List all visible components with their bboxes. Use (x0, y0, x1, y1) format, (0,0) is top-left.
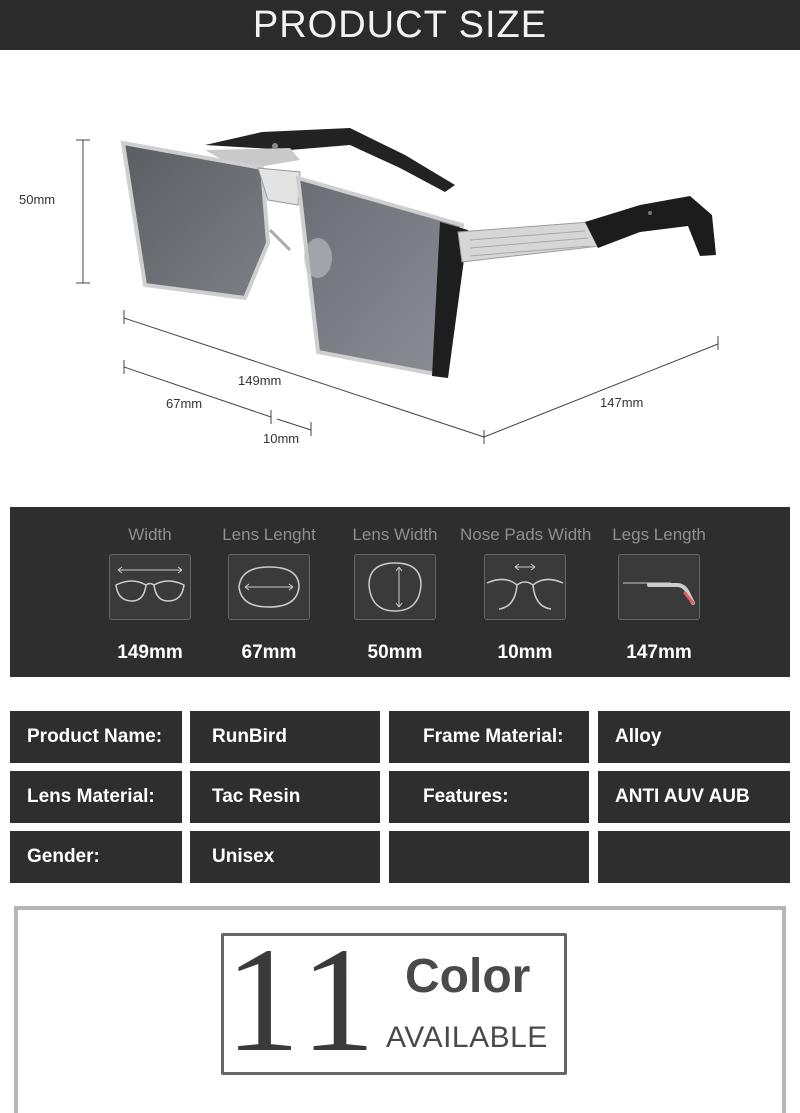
empty-cell (389, 831, 589, 883)
spec-value: 147mm (626, 642, 692, 663)
color-count: 11 (225, 917, 382, 1083)
product-name-value: RunBird (190, 711, 380, 763)
spec-width (85, 507, 215, 677)
gender-label: Gender: (10, 831, 182, 883)
features-value: ANTI AUV AUB (598, 771, 790, 823)
spec-value: 149mm (117, 642, 183, 663)
near-temple-arm (458, 196, 716, 262)
temple-length-icon (618, 554, 700, 620)
color-word: Color (405, 950, 531, 1003)
lens-length-label: 67mm (166, 396, 203, 411)
available-word: AVAILABLE (386, 1021, 548, 1054)
spec-legs-length (594, 507, 724, 677)
glasses-width-icon (109, 554, 191, 620)
product-name-label: Product Name: (10, 711, 182, 763)
lens-length-icon (228, 554, 310, 620)
temple-length-label: 147mm (600, 395, 644, 410)
spec-nose-pads (460, 507, 590, 677)
size-specs-panel (10, 507, 790, 677)
features-label: Features: (389, 771, 589, 823)
product-illustration (0, 60, 800, 480)
height-label: 50mm (19, 192, 56, 207)
right-lens (298, 178, 468, 378)
bridge-label: 10mm (263, 431, 300, 446)
spec-title: Legs Length (612, 525, 706, 544)
left-lens (123, 143, 268, 298)
spec-title: Lens Width (352, 525, 438, 544)
lens-material-value: Tac Resin (190, 771, 380, 823)
gender-value: Unisex (190, 831, 380, 883)
page-title: PRODUCT SIZE (0, 0, 800, 50)
spec-value: 10mm (497, 642, 553, 663)
spec-title: Lens Lenght (222, 525, 316, 544)
lens-width-icon (354, 554, 436, 620)
spec-lens-width (330, 507, 460, 677)
spec-value: 50mm (367, 642, 423, 663)
spec-value: 67mm (241, 642, 297, 663)
frame-material-label: Frame Material: (389, 711, 589, 763)
lens-material-label: Lens Material: (10, 771, 182, 823)
spec-title: Width (128, 525, 172, 544)
spec-lens-length (204, 507, 334, 677)
nose-pads-icon (484, 554, 566, 620)
frame-material-value: Alloy (598, 711, 790, 763)
total-width-label: 149mm (238, 373, 282, 388)
spec-title: Nose Pads Width (460, 525, 592, 544)
empty-cell (598, 831, 790, 883)
